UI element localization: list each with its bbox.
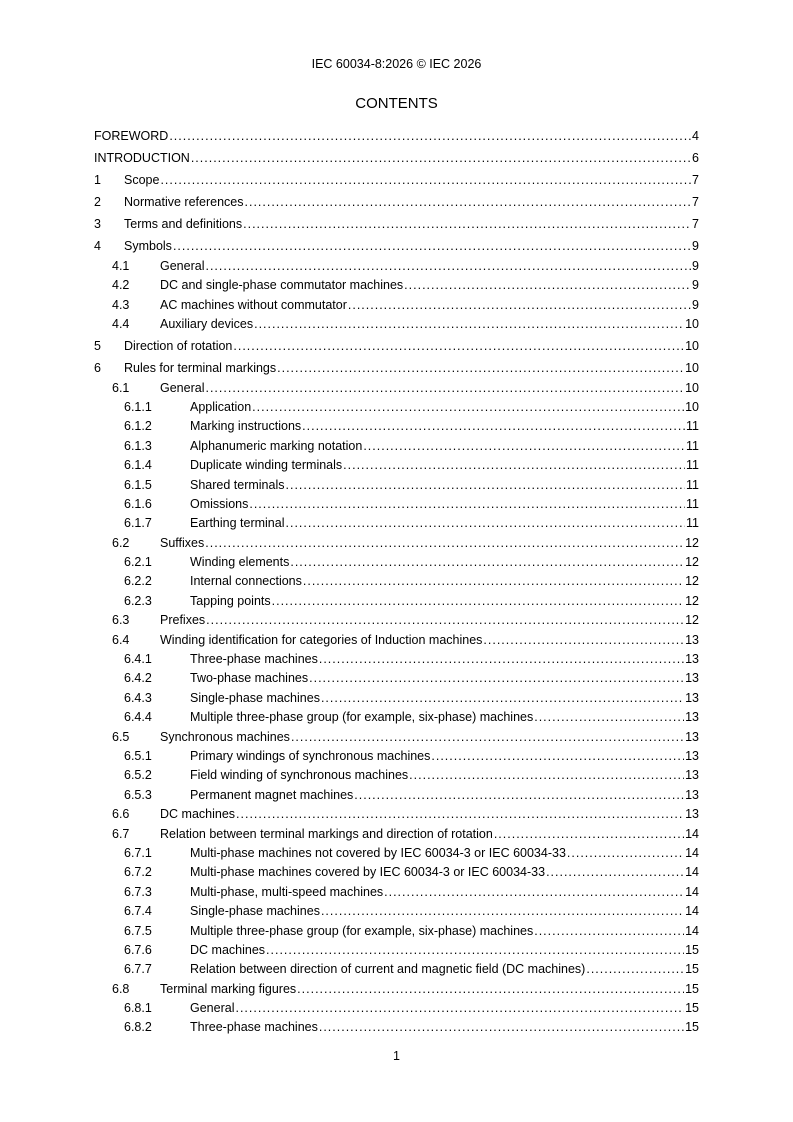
toc-entry-page: 13 bbox=[685, 671, 699, 686]
toc-entry-title: Suffixes bbox=[160, 535, 205, 550]
toc-entry-page: 11 bbox=[686, 477, 699, 492]
toc-entry-title: Symbols bbox=[124, 239, 172, 253]
toc-entry-number: 6.7.6 bbox=[124, 942, 152, 957]
toc-dot-leader bbox=[483, 631, 684, 650]
toc-dot-leader bbox=[233, 335, 684, 357]
toc-dot-leader bbox=[302, 417, 685, 436]
toc-entry-page: 13 bbox=[685, 632, 699, 647]
toc-dot-leader bbox=[431, 747, 684, 766]
toc-entry-page: 13 bbox=[685, 787, 699, 802]
toc-entry-page: 13 bbox=[685, 768, 699, 783]
toc-entry-title: Multi-phase, multi-speed machines bbox=[190, 884, 384, 899]
toc-entry-number: 6.2 bbox=[112, 535, 130, 550]
toc-entry-page: 11 bbox=[686, 516, 699, 531]
toc-entry-page: 13 bbox=[685, 710, 699, 725]
toc-dot-leader bbox=[309, 669, 684, 688]
toc-dot-leader bbox=[205, 379, 684, 398]
toc-entry-page: 7 bbox=[692, 217, 699, 231]
toc-dot-leader bbox=[206, 611, 684, 630]
toc-entry-number: 6.5.3 bbox=[124, 787, 152, 802]
toc-dot-leader bbox=[534, 922, 684, 941]
toc-entry[interactable] bbox=[94, 999, 699, 1018]
toc-entry-number: 6.2.3 bbox=[124, 593, 152, 608]
toc-entry[interactable] bbox=[94, 296, 699, 315]
toc-entry-number: 6.3 bbox=[112, 613, 130, 628]
toc-entry-number: 3 bbox=[94, 217, 101, 231]
toc-entry-page: 14 bbox=[685, 826, 699, 841]
toc-entry[interactable] bbox=[94, 456, 699, 475]
toc-entry-title: Synchronous machines bbox=[160, 729, 290, 744]
toc-entry-page: 9 bbox=[692, 259, 699, 273]
toc-entry-title: DC and single-phase commutator machines bbox=[160, 278, 404, 293]
toc-dot-leader bbox=[252, 398, 684, 417]
toc-entry-page: 7 bbox=[692, 173, 699, 187]
toc-entry-page: 13 bbox=[685, 807, 699, 822]
toc-entry-title: Omissions bbox=[190, 496, 249, 511]
toc-entry[interactable] bbox=[94, 235, 699, 257]
toc-entry-page: 10 bbox=[685, 317, 699, 332]
toc-entry-title: Multi-phase machines not covered by IEC 60034-3 or IEC 60034-33 bbox=[190, 845, 566, 860]
toc-dot-leader bbox=[494, 825, 684, 844]
toc-entry-page: 14 bbox=[685, 904, 699, 919]
toc-entry[interactable] bbox=[94, 398, 699, 417]
toc-entry-page: 7 bbox=[692, 195, 699, 209]
toc-entry-title: DC machines bbox=[160, 807, 236, 822]
toc-dot-leader bbox=[303, 572, 684, 591]
toc-entry-title: Permanent magnet machines bbox=[190, 787, 354, 802]
toc-entry-page: 12 bbox=[685, 613, 699, 628]
toc-entry-title: Earthing terminal bbox=[190, 516, 285, 531]
toc-entry-title: Prefixes bbox=[160, 613, 206, 628]
toc-entry-page: 4 bbox=[692, 129, 699, 143]
toc-entry-page: 13 bbox=[685, 690, 699, 705]
toc-dot-leader bbox=[567, 844, 684, 863]
toc-dot-leader bbox=[249, 495, 685, 514]
toc-entry-number: 6.1.3 bbox=[124, 438, 152, 453]
toc-dot-leader bbox=[586, 960, 684, 979]
toc-entry[interactable] bbox=[94, 669, 699, 688]
toc-entry[interactable] bbox=[94, 960, 699, 979]
toc-entry-number: 6.1.7 bbox=[124, 516, 152, 531]
toc-entry-number: 6.7.4 bbox=[124, 904, 152, 919]
toc-entry-title: Three-phase machines bbox=[190, 652, 318, 667]
toc-dot-leader bbox=[286, 514, 686, 533]
toc-entry-number: 6.6 bbox=[112, 807, 130, 822]
toc-entry[interactable] bbox=[94, 1018, 699, 1037]
toc-entry-title: INTRODUCTION bbox=[94, 151, 190, 165]
toc-entry-page: 9 bbox=[692, 297, 699, 312]
toc-dot-leader bbox=[404, 276, 691, 295]
toc-entry-number: 6.5 bbox=[112, 729, 130, 744]
toc-entry[interactable] bbox=[94, 379, 699, 398]
toc-entry[interactable] bbox=[94, 315, 699, 334]
toc-dot-leader bbox=[343, 456, 685, 475]
toc-entry[interactable] bbox=[94, 553, 699, 572]
toc-entry[interactable] bbox=[94, 335, 699, 357]
toc-entry-number: 6.7.7 bbox=[124, 962, 152, 977]
toc-entry-title: General bbox=[160, 380, 205, 395]
toc-dot-leader bbox=[191, 147, 691, 169]
toc-entry[interactable] bbox=[94, 631, 699, 650]
toc-entry[interactable] bbox=[94, 169, 699, 191]
toc-entry[interactable] bbox=[94, 922, 699, 941]
toc-dot-leader bbox=[272, 592, 684, 611]
toc-entry-title: General bbox=[190, 1001, 235, 1016]
toc-entry-number: 6.4.3 bbox=[124, 690, 152, 705]
toc-entry[interactable] bbox=[94, 276, 699, 295]
toc-entry-title: AC machines without commutator bbox=[160, 297, 347, 312]
toc-entry-title: Marking instructions bbox=[190, 419, 302, 434]
toc-entry-title: Scope bbox=[124, 173, 160, 187]
toc-entry-title: Winding identification for categories of Induction machines bbox=[160, 632, 483, 647]
toc-dot-leader bbox=[321, 902, 684, 921]
toc-entry-number: 6.8 bbox=[112, 981, 130, 996]
toc-entry-number: 6.1 bbox=[112, 380, 130, 395]
toc-entry[interactable] bbox=[94, 191, 699, 213]
toc-entry-number: 6.4.4 bbox=[124, 710, 152, 725]
toc-entry-page: 14 bbox=[685, 845, 699, 860]
toc-entry-number: 6.2.1 bbox=[124, 555, 152, 570]
toc-entry-page: 12 bbox=[685, 555, 699, 570]
toc-entry[interactable] bbox=[94, 980, 699, 999]
toc-entry[interactable] bbox=[94, 728, 699, 747]
toc-entry-number: 6.1.2 bbox=[124, 419, 152, 434]
toc-entry[interactable] bbox=[94, 572, 699, 591]
toc-entry-title: Multiple three-phase group (for example, six-phase) machines bbox=[190, 710, 534, 725]
toc-entry-page: 10 bbox=[685, 360, 699, 375]
toc-dot-leader bbox=[354, 786, 684, 805]
toc-entry-title: Field winding of synchronous machines bbox=[190, 768, 409, 783]
toc-entry[interactable] bbox=[94, 125, 699, 147]
toc-entry-page: 10 bbox=[685, 380, 699, 395]
toc-entry-number: 1 bbox=[94, 173, 101, 187]
toc-entry[interactable] bbox=[94, 495, 699, 514]
toc-entry[interactable] bbox=[94, 437, 699, 456]
toc-entry-title: DC machines bbox=[190, 942, 266, 957]
toc-entry-page: 14 bbox=[685, 923, 699, 938]
toc-entry-page: 11 bbox=[686, 496, 699, 511]
toc-dot-leader bbox=[319, 650, 684, 669]
toc-entry-number: 6.4.2 bbox=[124, 671, 152, 686]
toc-entry-number: 6.7.2 bbox=[124, 865, 152, 880]
toc-entry-number: 2 bbox=[94, 195, 101, 209]
toc-entry-page: 12 bbox=[685, 593, 699, 608]
toc-dot-leader bbox=[160, 169, 691, 191]
toc-entry-number: 6 bbox=[94, 360, 101, 375]
toc-dot-leader bbox=[236, 805, 684, 824]
toc-entry[interactable] bbox=[94, 514, 699, 533]
toc-entry-number: 4.3 bbox=[112, 297, 130, 312]
toc-dot-leader bbox=[235, 999, 684, 1018]
toc-entry-title: Terminal marking figures bbox=[160, 981, 297, 996]
toc-entry-title: Auxiliary devices bbox=[160, 317, 254, 332]
toc-dot-leader bbox=[173, 235, 691, 257]
toc-entry[interactable] bbox=[94, 863, 699, 882]
toc-entry-page: 12 bbox=[685, 574, 699, 589]
toc-entry-number: 4.1 bbox=[112, 259, 130, 273]
toc-dot-leader bbox=[286, 476, 686, 495]
toc-entry-title: Normative references bbox=[124, 195, 244, 209]
toc-entry[interactable] bbox=[94, 534, 699, 553]
toc-dot-leader bbox=[348, 296, 691, 315]
toc-entry-title: Internal connections bbox=[190, 574, 302, 589]
page-number: 1 bbox=[393, 1049, 400, 1063]
toc-entry[interactable] bbox=[94, 747, 699, 766]
toc-dot-leader bbox=[363, 437, 685, 456]
toc-dot-leader bbox=[245, 191, 692, 213]
toc-dot-leader bbox=[546, 863, 684, 882]
toc-dot-leader bbox=[205, 257, 691, 276]
toc-entry-number: 6.1.4 bbox=[124, 458, 152, 473]
toc-entry[interactable] bbox=[94, 357, 699, 379]
toc-entry-number: 6.5.1 bbox=[124, 748, 152, 763]
toc-dot-leader bbox=[384, 883, 684, 902]
toc-entry-title: Three-phase machines bbox=[190, 1020, 318, 1035]
toc-entry[interactable] bbox=[94, 417, 699, 436]
toc-entry-title: Application bbox=[190, 399, 252, 414]
toc-dot-leader bbox=[243, 213, 691, 235]
toc-entry-number: 6.1.1 bbox=[124, 399, 152, 414]
toc-entry[interactable] bbox=[94, 650, 699, 669]
toc-entry[interactable] bbox=[94, 213, 699, 235]
toc-entry-page: 15 bbox=[685, 1020, 699, 1035]
toc-dot-leader bbox=[254, 315, 684, 334]
toc-entry-number: 5 bbox=[94, 338, 101, 353]
toc-entry-number: 6.4.1 bbox=[124, 652, 152, 667]
toc-dot-leader bbox=[290, 553, 684, 572]
toc-entry-page: 11 bbox=[686, 438, 699, 453]
toc-entry-page: 15 bbox=[685, 942, 699, 957]
toc-entry-page: 14 bbox=[685, 865, 699, 880]
toc-entry-title: Alphanumeric marking notation bbox=[190, 438, 363, 453]
toc-entry-page: 15 bbox=[685, 962, 699, 977]
toc-entry-page: 11 bbox=[686, 419, 699, 434]
toc-entry-title: FOREWORD bbox=[94, 129, 169, 143]
toc-entry-page: 9 bbox=[692, 239, 699, 253]
toc-entry[interactable] bbox=[94, 825, 699, 844]
toc-entry-page: 14 bbox=[685, 884, 699, 899]
toc-entry-title: Single-phase machines bbox=[190, 904, 320, 919]
toc-entry-page: 13 bbox=[685, 652, 699, 667]
toc-entry-title: Primary windings of synchronous machines bbox=[190, 748, 431, 763]
toc-entry-title: Relation between direction of current and magnetic field (DC machines) bbox=[190, 962, 586, 977]
toc-entry-title: General bbox=[160, 259, 205, 273]
toc-entry-number: 6.7 bbox=[112, 826, 130, 841]
toc-entry-number: 6.1.5 bbox=[124, 477, 152, 492]
toc-entry-page: 10 bbox=[685, 399, 699, 414]
toc-entry-number: 4.4 bbox=[112, 317, 130, 332]
toc-dot-leader bbox=[266, 941, 684, 960]
toc-entry-number: 6.8.1 bbox=[124, 1001, 152, 1016]
toc-dot-leader bbox=[319, 1018, 684, 1037]
toc-entry[interactable] bbox=[94, 147, 699, 169]
toc-entry[interactable] bbox=[94, 941, 699, 960]
toc-entry[interactable] bbox=[94, 689, 699, 708]
toc-entry-page: 6 bbox=[692, 151, 699, 165]
toc-dot-leader bbox=[534, 708, 684, 727]
toc-entry[interactable] bbox=[94, 257, 699, 276]
document-header: IEC 60034-8:2026 © IEC 2026 bbox=[311, 57, 482, 71]
page-title: CONTENTS bbox=[355, 95, 438, 112]
toc-entry-title: Duplicate winding terminals bbox=[190, 458, 343, 473]
toc-entry[interactable] bbox=[94, 476, 699, 495]
toc-entry-title: Terms and definitions bbox=[124, 217, 243, 231]
toc-entry-page: 11 bbox=[686, 458, 699, 473]
toc-entry-page: 15 bbox=[685, 1001, 699, 1016]
toc-entry-number: 6.7.5 bbox=[124, 923, 152, 938]
toc-entry[interactable] bbox=[94, 902, 699, 921]
toc-dot-leader bbox=[409, 766, 684, 785]
toc-entry-number: 6.8.2 bbox=[124, 1020, 152, 1035]
toc-entry-page: 12 bbox=[685, 535, 699, 550]
toc-entry-title: Winding elements bbox=[190, 555, 290, 570]
toc-dot-leader bbox=[291, 728, 684, 747]
toc-entry[interactable] bbox=[94, 883, 699, 902]
toc-dot-leader bbox=[321, 689, 684, 708]
toc-entry-title: Multiple three-phase group (for example, six-phase) machines bbox=[190, 923, 534, 938]
toc-entry-page: 10 bbox=[685, 338, 699, 353]
toc-entry-number: 6.2.2 bbox=[124, 574, 152, 589]
table-of-contents bbox=[94, 125, 699, 1038]
toc-entry-title: Rules for terminal markings bbox=[124, 360, 277, 375]
toc-entry-title: Two-phase machines bbox=[190, 671, 309, 686]
toc-entry-title: Multi-phase machines covered by IEC 60034-3 or IEC 60034-33 bbox=[190, 865, 546, 880]
toc-entry-title: Tapping points bbox=[190, 593, 271, 608]
toc-entry-number: 4 bbox=[94, 239, 101, 253]
toc-entry-number: 6.4 bbox=[112, 632, 130, 647]
toc-entry-number: 4.2 bbox=[112, 278, 130, 293]
toc-entry[interactable] bbox=[94, 844, 699, 863]
toc-entry[interactable] bbox=[94, 786, 699, 805]
toc-entry-page: 13 bbox=[685, 729, 699, 744]
toc-entry[interactable] bbox=[94, 592, 699, 611]
toc-entry-number: 6.7.3 bbox=[124, 884, 152, 899]
toc-entry[interactable] bbox=[94, 766, 699, 785]
toc-entry-title: Direction of rotation bbox=[124, 338, 233, 353]
toc-entry[interactable] bbox=[94, 611, 699, 630]
toc-dot-leader bbox=[277, 357, 684, 379]
toc-entry-number: 6.1.6 bbox=[124, 496, 152, 511]
toc-dot-leader bbox=[169, 125, 691, 147]
toc-entry[interactable] bbox=[94, 805, 699, 824]
toc-entry-title: Relation between terminal markings and direction of rotation bbox=[160, 826, 493, 841]
toc-dot-leader bbox=[205, 534, 684, 553]
toc-dot-leader bbox=[297, 980, 684, 999]
toc-entry-number: 6.5.2 bbox=[124, 768, 152, 783]
toc-entry-page: 15 bbox=[685, 981, 699, 996]
toc-entry-page: 9 bbox=[692, 278, 699, 293]
toc-entry-page: 13 bbox=[685, 748, 699, 763]
toc-entry-title: Shared terminals bbox=[190, 477, 285, 492]
toc-entry[interactable] bbox=[94, 708, 699, 727]
toc-entry-title: Single-phase machines bbox=[190, 690, 320, 705]
toc-entry-number: 6.7.1 bbox=[124, 845, 152, 860]
